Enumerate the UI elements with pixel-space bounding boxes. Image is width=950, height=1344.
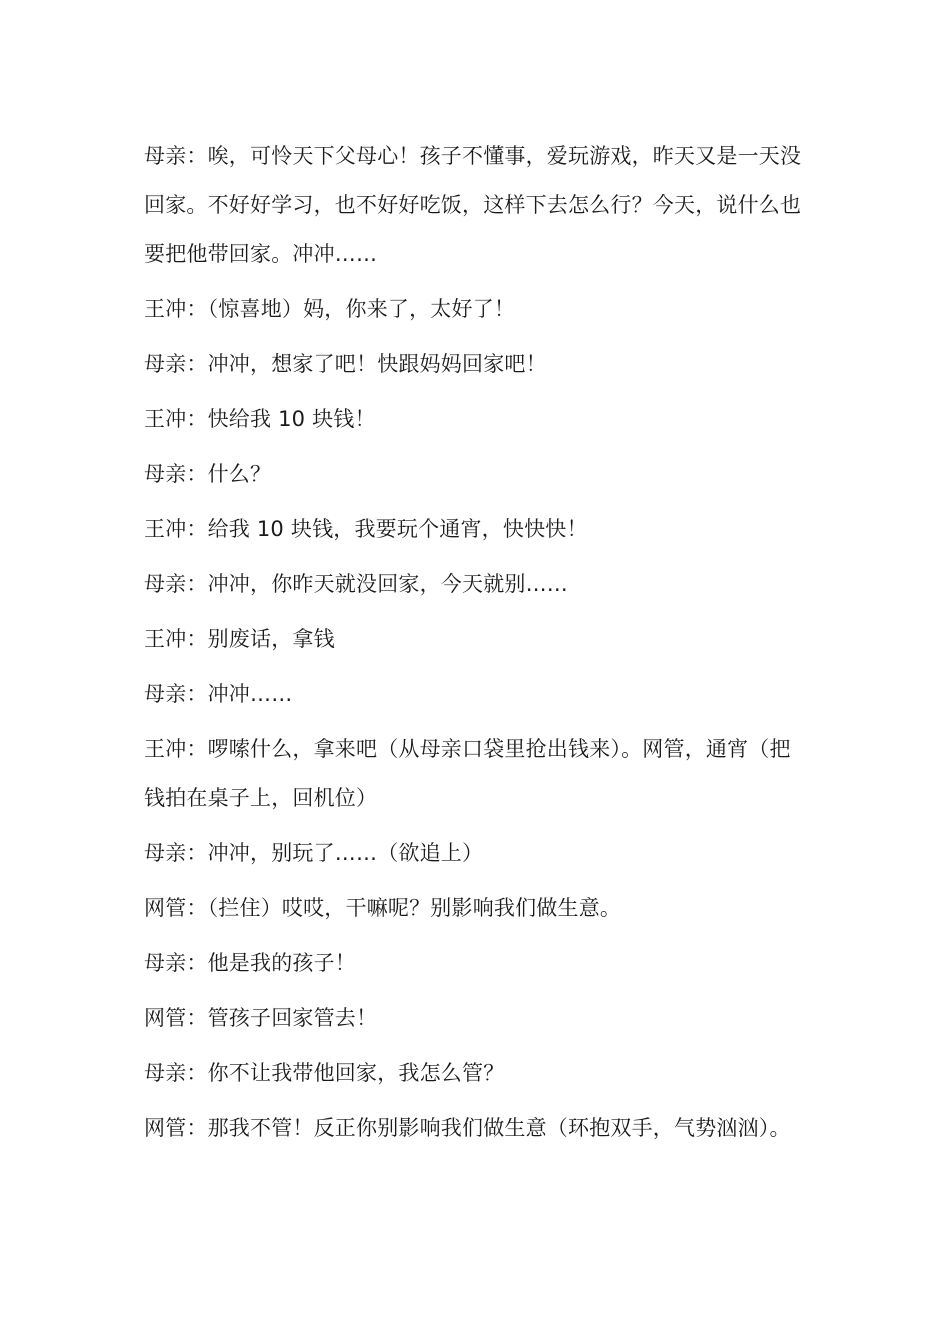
dialogue-line: 母亲：唉，可怜天下父母心！孩子不懂事，爱玩游戏，昨天又是一天没回家。不好好学习，也不好好吃饭，这样下去怎么行？今天，说什么也要把他带回家。冲冲……	[144, 144, 802, 266]
dialogue-line: 王冲：（惊喜地）妈，你来了，太好了！	[144, 297, 516, 321]
dialogue-line: 母亲：冲冲，想家了吧！快跟妈妈回家吧！	[144, 352, 547, 376]
dialogue-line: 母亲：你不让我带他回家，我怎么管？	[144, 1061, 505, 1085]
dialogue-line: 网管：管孩子回家管去！	[144, 1006, 378, 1030]
dialogue-line: 王冲：给我 10 块钱，我要玩个通宵，快快快！	[144, 517, 588, 541]
dialogue-line: 网管：那我不管！反正你别影响我们做生意（环抱双手，气势汹汹）。	[144, 1116, 791, 1140]
dialogue-line: 王冲：啰嗦什么，拿来吧（从母亲口袋里抢出钱来）。网管，通宵（把钱拍在桌子上，回机位）	[144, 737, 791, 810]
dialogue-line: 网管：（拦住）哎哎，干嘛呢？别影响我们做生意。	[144, 896, 622, 920]
dialogue-line: 母亲：冲冲，你昨天就没回家，今天就别……	[144, 572, 568, 596]
dialogue-line: 王冲：快给我 10 块钱！	[144, 407, 376, 431]
dialogue-line: 王冲：别废话，拿钱	[144, 627, 335, 651]
dialogue-line: 母亲：冲冲……	[144, 682, 293, 706]
script-body	[144, 132, 804, 1159]
dialogue-line: 母亲：什么？	[144, 462, 272, 486]
dialogue-line: 母亲：他是我的孩子！	[144, 951, 356, 975]
dialogue-line: 母亲：冲冲，别玩了……（欲追上）	[144, 841, 484, 865]
